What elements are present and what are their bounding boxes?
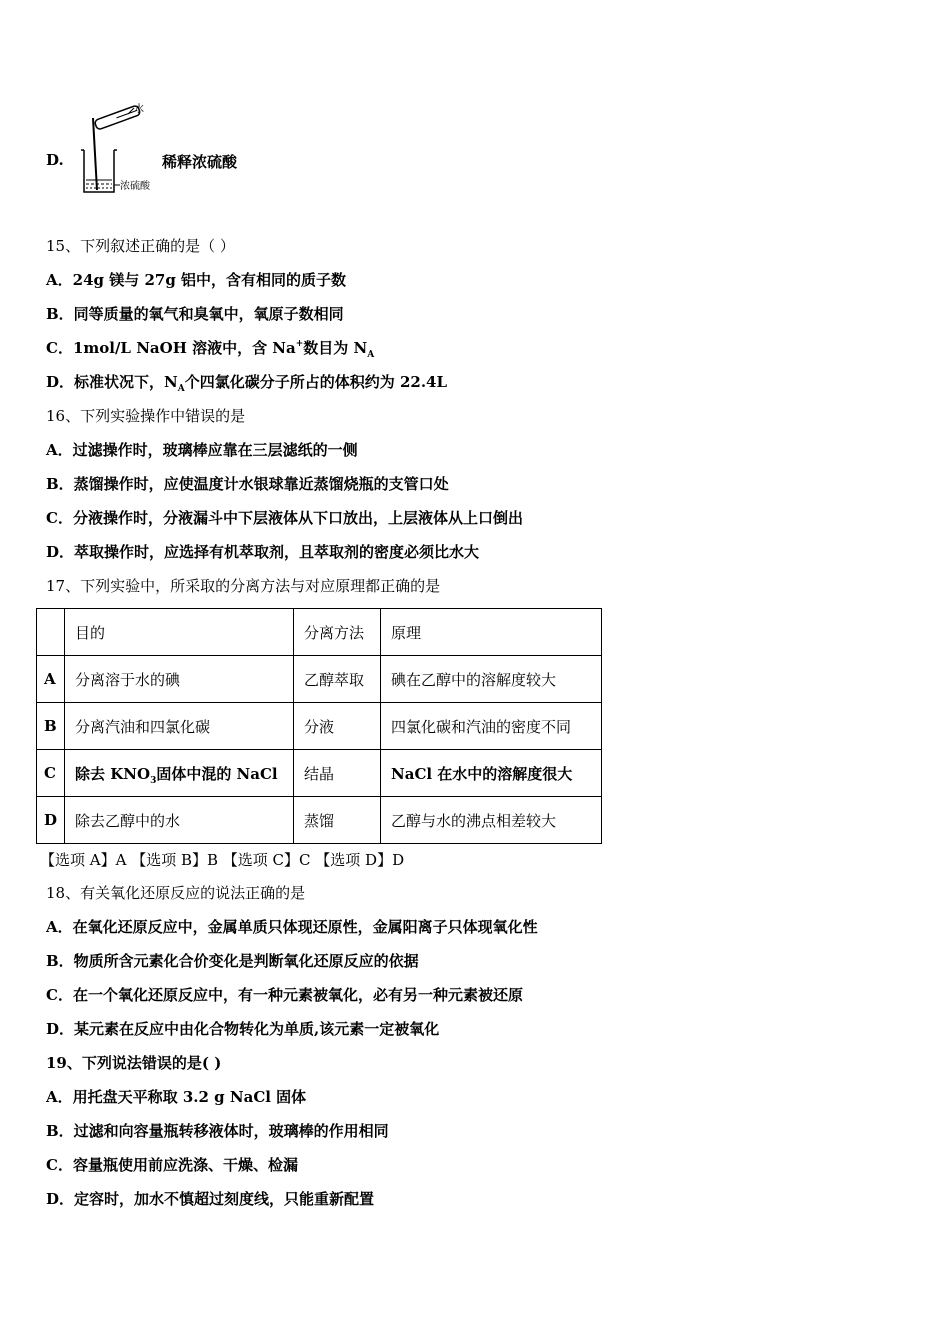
q18-stem: 18、有关氧化还原反应的说法正确的是	[46, 884, 306, 902]
row-label: D	[37, 797, 65, 844]
row-principle: 乙醇与水的沸点相差较大	[381, 797, 602, 844]
row-method: 分液	[294, 703, 381, 750]
acid-liquid	[86, 180, 112, 188]
table-header-cell: 原理	[381, 609, 602, 656]
q15-stem: 15、下列叙述正确的是（ ）	[46, 237, 235, 255]
water-label: 水	[134, 104, 144, 115]
q15-option-d: D．标准状况下，$N_A$个四氯化碳分子所占的体积约为 22.4L	[46, 373, 448, 394]
row-method: 蒸馏	[294, 797, 381, 844]
row-method: 结晶	[294, 750, 381, 797]
q19-stem: 19、下列说法错误的是( )	[46, 1054, 222, 1072]
q19-option-b: B．过滤和向容量瓶转移液体时，玻璃棒的作用相同	[46, 1122, 389, 1140]
q18-option-b: B．物质所含元素化合价变化是判断氧化还原反应的依据	[46, 952, 419, 970]
q16-stem: 16、下列实验操作中错误的是	[46, 407, 246, 425]
table-row	[37, 703, 602, 750]
row-method: 乙醇萃取	[294, 656, 381, 703]
q17-answer-options: 【选项 A】A 【选项 B】B 【选项 C】C 【选项 D】D	[40, 851, 405, 869]
q16-option-c: C．分液操作时，分液漏斗中下层液体从下口放出，上层液体从上口倒出	[46, 509, 523, 527]
q14-option-d-letter: D.	[46, 151, 64, 169]
q19-option-c: C．容量瓶使用前应洗涤、干燥、检漏	[46, 1156, 298, 1174]
q19-option-a: A．用托盘天平称取 3.2 g NaCl 固体	[46, 1088, 307, 1106]
row-purpose: 分离溶于水的碘	[65, 656, 294, 703]
beaker-outline	[84, 150, 114, 192]
q18-option-c: C．在一个氧化还原反应中，有一种元素被氧化，必有另一种元素被还原	[46, 986, 523, 1004]
row-label: C	[37, 750, 65, 797]
q17-table	[36, 608, 602, 844]
row-principle: 四氯化碳和汽油的密度不同	[381, 703, 602, 750]
row-purpose: 除去乙醇中的水	[65, 797, 294, 844]
acid-label: 浓硫酸	[120, 181, 150, 192]
row-label: B	[37, 703, 65, 750]
table-row	[37, 656, 602, 703]
q16-option-a: A．过滤操作时，玻璃棒应靠在三层滤纸的一侧	[46, 441, 358, 459]
glass-rod	[93, 118, 97, 190]
row-principle: 碘在乙醇中的溶解度较大	[381, 656, 602, 703]
q15-option-b: B．同等质量的氧气和臭氧中，氧原子数相同	[46, 305, 344, 323]
row-label: A	[37, 656, 65, 703]
row-principle: NaCl 在水中的溶解度很大	[381, 750, 602, 797]
table-header-cell: 目的	[65, 609, 294, 656]
q18-option-d: D．某元素在反应中由化合物转化为单质,该元素一定被氧化	[46, 1020, 440, 1038]
q17-stem: 17、下列实验中，所采取的分离方法与对应原理都正确的是	[46, 577, 441, 595]
q15-option-c: C．1mol/L NaOH 溶液中，含 Na+数目为 $N_A$	[46, 339, 375, 360]
q16-option-d: D．萃取操作时，应选择有机萃取剂，且萃取剂的密度必须比水大	[46, 543, 480, 561]
table-row	[37, 750, 602, 797]
q16-option-b: B．蒸馏操作时，应使温度计水银球靠近蒸馏烧瓶的支管口处	[46, 475, 449, 493]
q19-option-d: D．定容时，加水不慎超过刻度线，只能重新配置	[46, 1190, 375, 1208]
q14-option-d-text: 稀释浓硫酸	[162, 153, 238, 171]
table-header-cell: 分离方法	[294, 609, 381, 656]
dilution-figure	[76, 100, 166, 196]
table-row	[37, 797, 602, 844]
row-purpose: 分离汽油和四氯化碳	[65, 703, 294, 750]
table-header-cell	[37, 609, 65, 656]
q15-option-a: A．24g 镁与 27g 铝中，含有相同的质子数	[46, 271, 347, 289]
table-header-row	[37, 609, 602, 656]
row-purpose: 除去 $KNO_3$固体中混的 NaCl	[65, 750, 294, 797]
q18-option-a: A．在氧化还原反应中，金属单质只体现还原性，金属阳离子只体现氧化性	[46, 918, 538, 936]
